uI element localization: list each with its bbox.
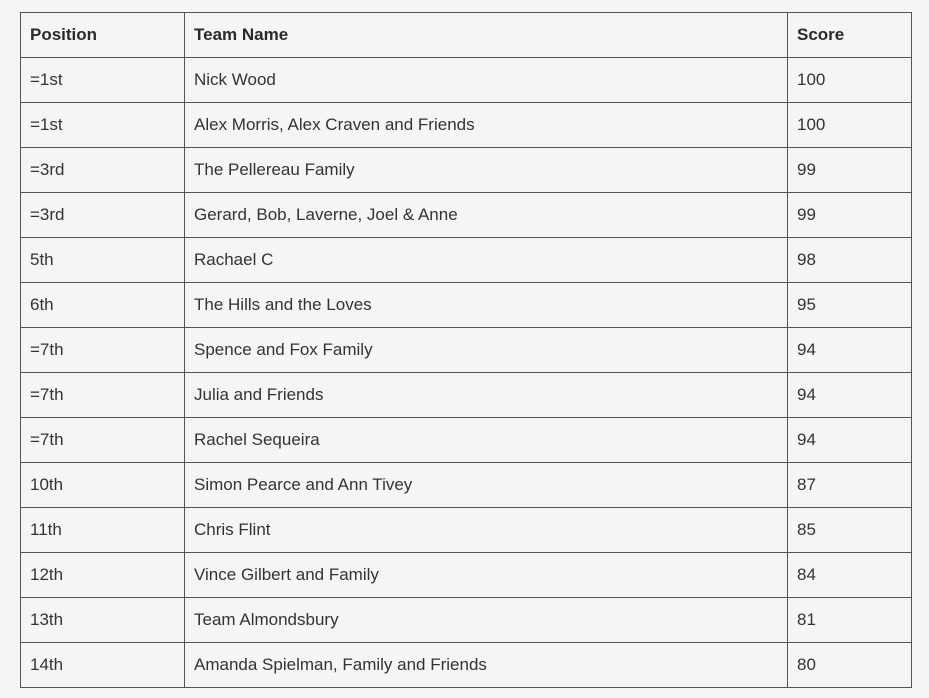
table-row xyxy=(21,508,912,553)
table-row xyxy=(21,328,912,373)
column-header-score: Score xyxy=(788,13,912,58)
cell-team-name: Chris Flint xyxy=(185,508,788,553)
table-row xyxy=(21,58,912,103)
cell-score: 100 xyxy=(788,58,912,103)
cell-score: 85 xyxy=(788,508,912,553)
cell-position: 14th xyxy=(21,643,185,688)
cell-team-name: Team Almondsbury xyxy=(185,598,788,643)
cell-position: =3rd xyxy=(21,193,185,238)
table-row xyxy=(21,643,912,688)
table-row xyxy=(21,463,912,508)
table-body xyxy=(21,58,912,688)
cell-score: 100 xyxy=(788,103,912,148)
table-row xyxy=(21,598,912,643)
table-row xyxy=(21,553,912,598)
table-row xyxy=(21,148,912,193)
cell-position: =7th xyxy=(21,328,185,373)
column-header-team-name: Team Name xyxy=(185,13,788,58)
cell-score: 94 xyxy=(788,373,912,418)
cell-position: 12th xyxy=(21,553,185,598)
cell-score: 84 xyxy=(788,553,912,598)
cell-score: 99 xyxy=(788,148,912,193)
cell-position: 5th xyxy=(21,238,185,283)
cell-position: =7th xyxy=(21,373,185,418)
cell-position: 10th xyxy=(21,463,185,508)
cell-score: 87 xyxy=(788,463,912,508)
cell-team-name: Rachel Sequeira xyxy=(185,418,788,463)
cell-team-name: Rachael C xyxy=(185,238,788,283)
cell-team-name: The Hills and the Loves xyxy=(185,283,788,328)
table-row xyxy=(21,418,912,463)
table-row xyxy=(21,283,912,328)
cell-score: 98 xyxy=(788,238,912,283)
cell-team-name: Amanda Spielman, Family and Friends xyxy=(185,643,788,688)
cell-team-name: Nick Wood xyxy=(185,58,788,103)
results-table-container xyxy=(20,12,911,688)
cell-position: =1st xyxy=(21,58,185,103)
cell-team-name: Alex Morris, Alex Craven and Friends xyxy=(185,103,788,148)
table-row xyxy=(21,373,912,418)
cell-position: 13th xyxy=(21,598,185,643)
cell-team-name: The Pellereau Family xyxy=(185,148,788,193)
cell-team-name: Simon Pearce and Ann Tivey xyxy=(185,463,788,508)
cell-team-name: Gerard, Bob, Laverne, Joel & Anne xyxy=(185,193,788,238)
header-row xyxy=(21,13,912,58)
table-header xyxy=(21,13,912,58)
cell-position: =1st xyxy=(21,103,185,148)
cell-position: =7th xyxy=(21,418,185,463)
cell-position: 6th xyxy=(21,283,185,328)
cell-team-name: Julia and Friends xyxy=(185,373,788,418)
table-row xyxy=(21,103,912,148)
cell-team-name: Vince Gilbert and Family xyxy=(185,553,788,598)
cell-score: 81 xyxy=(788,598,912,643)
cell-position: =3rd xyxy=(21,148,185,193)
table-row xyxy=(21,193,912,238)
cell-score: 80 xyxy=(788,643,912,688)
cell-team-name: Spence and Fox Family xyxy=(185,328,788,373)
table-row xyxy=(21,238,912,283)
cell-score: 94 xyxy=(788,418,912,463)
cell-position: 11th xyxy=(21,508,185,553)
cell-score: 94 xyxy=(788,328,912,373)
cell-score: 95 xyxy=(788,283,912,328)
column-header-position: Position xyxy=(21,13,185,58)
cell-score: 99 xyxy=(788,193,912,238)
results-table xyxy=(20,12,912,688)
